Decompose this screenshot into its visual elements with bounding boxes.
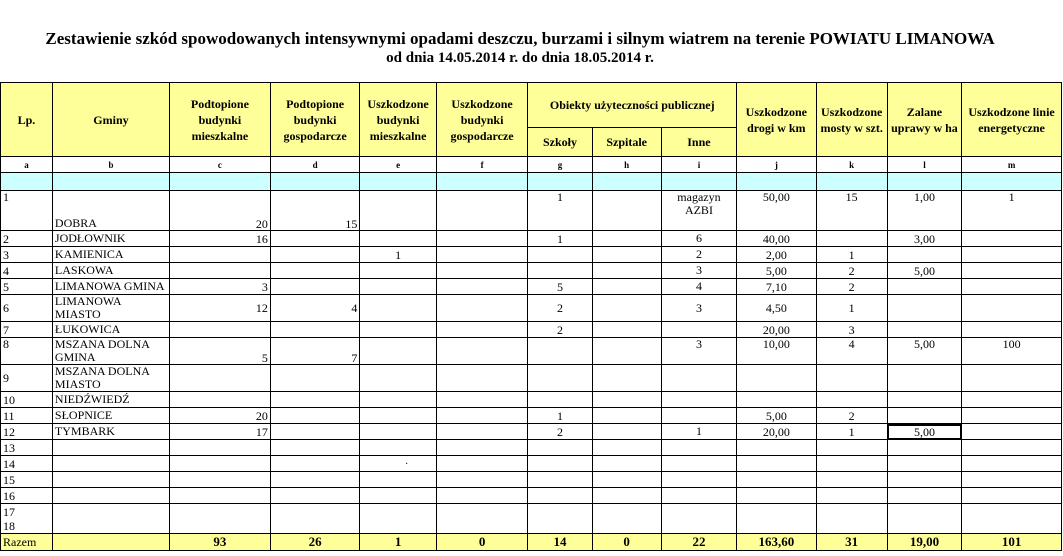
cell-i[interactable]	[661, 472, 736, 488]
total-cell-k[interactable]: 31	[816, 534, 887, 551]
cell-e[interactable]	[360, 408, 436, 424]
cell-e[interactable]	[360, 424, 436, 440]
cell-k[interactable]: 1	[816, 424, 887, 440]
cell-k[interactable]	[816, 365, 887, 392]
cell-f[interactable]	[436, 279, 528, 295]
total-cell-d[interactable]: 26	[270, 534, 360, 551]
cell-d[interactable]: 7	[270, 338, 360, 365]
cell-g[interactable]	[528, 488, 592, 504]
cell-m[interactable]	[962, 295, 1062, 322]
band-cell[interactable]	[816, 173, 887, 191]
band-cell[interactable]	[360, 173, 436, 191]
table-row	[1, 231, 1062, 247]
table-row	[1, 338, 1062, 365]
table-row	[1, 456, 1062, 472]
total-cell-a[interactable]: Razem	[1, 534, 53, 551]
cell-j[interactable]	[737, 456, 816, 472]
band-cell[interactable]	[528, 173, 592, 191]
cell-a[interactable]: 11	[1, 408, 53, 424]
cell-f[interactable]	[436, 392, 528, 408]
header-szpitale[interactable]: Szpitale	[592, 128, 661, 157]
table-row	[1, 392, 1062, 408]
header-gminy[interactable]: Gminy	[52, 83, 169, 157]
cell-h[interactable]	[592, 191, 661, 231]
cell-m[interactable]	[962, 231, 1062, 247]
cell-i[interactable]: 4	[661, 279, 736, 295]
cell-m[interactable]	[962, 456, 1062, 472]
table-row	[1, 191, 1062, 231]
cell-a[interactable]: 10	[1, 392, 53, 408]
cell-m[interactable]	[962, 488, 1062, 504]
cell-j[interactable]	[737, 392, 816, 408]
cell-g[interactable]	[528, 440, 592, 456]
cell-b[interactable]: LIMANOWA GMINA	[52, 279, 169, 295]
cell-c[interactable]	[170, 263, 271, 279]
table-row	[1, 279, 1062, 295]
cell-k[interactable]: 2	[816, 263, 887, 279]
cell-j[interactable]	[737, 365, 816, 392]
cell-d[interactable]	[270, 365, 360, 392]
cell-i[interactable]	[661, 440, 736, 456]
cell-k[interactable]	[816, 488, 887, 504]
table-row	[1, 424, 1062, 440]
cell-i[interactable]	[661, 456, 736, 472]
cell-f[interactable]	[436, 424, 528, 440]
cell-d[interactable]: 15	[270, 191, 360, 231]
cell-e[interactable]	[360, 488, 436, 504]
cell-f[interactable]	[436, 322, 528, 338]
cell-b[interactable]	[52, 456, 169, 472]
cell-g[interactable]	[528, 263, 592, 279]
cell-l[interactable]	[887, 472, 961, 488]
cell-j[interactable]: 50,00	[737, 191, 816, 231]
cell-k[interactable]	[816, 231, 887, 247]
cell-l[interactable]: 5,00	[887, 424, 961, 440]
table-row	[1, 472, 1062, 488]
cell-f[interactable]	[436, 338, 528, 365]
cell-d[interactable]	[270, 424, 360, 440]
cell-a[interactable]: 4	[1, 263, 53, 279]
table-row	[1, 247, 1062, 263]
cell-c[interactable]	[170, 504, 271, 534]
cell-c[interactable]	[170, 456, 271, 472]
cell-h[interactable]	[592, 247, 661, 263]
damage-table	[0, 82, 1062, 551]
cell-e[interactable]	[360, 295, 436, 322]
table-row	[1, 295, 1062, 322]
header-mosty[interactable]: Uszkodzone mosty w szt.	[816, 83, 887, 157]
header-uprawy[interactable]: Zalane uprawy w ha	[887, 83, 961, 157]
cell-l[interactable]	[887, 392, 961, 408]
cell-m[interactable]	[962, 263, 1062, 279]
table-row	[1, 365, 1062, 392]
cell-b[interactable]: TYMBARK	[52, 424, 169, 440]
cell-i[interactable]: 3	[661, 295, 736, 322]
total-cell-f[interactable]: 0	[436, 534, 528, 551]
report-date-range: od dnia 14.05.2014 r. do dnia 18.05.2014 r.	[386, 50, 654, 66]
cell-g[interactable]	[528, 504, 592, 534]
cell-d[interactable]	[270, 456, 360, 472]
total-cell-g[interactable]: 14	[528, 534, 592, 551]
band-cell[interactable]	[52, 173, 169, 191]
band-cell[interactable]	[661, 173, 736, 191]
cell-c[interactable]	[170, 472, 271, 488]
cell-g[interactable]: 1	[528, 231, 592, 247]
cell-f[interactable]	[436, 231, 528, 247]
cell-k[interactable]	[816, 456, 887, 472]
cell-h[interactable]	[592, 231, 661, 247]
cell-k[interactable]: 1	[816, 295, 887, 322]
header-inne[interactable]: Inne	[661, 128, 736, 157]
cell-m[interactable]	[962, 440, 1062, 456]
cell-h[interactable]	[592, 488, 661, 504]
cell-h[interactable]	[592, 440, 661, 456]
table-row	[1, 263, 1062, 279]
cell-c[interactable]	[170, 392, 271, 408]
column-letter-b[interactable]: b	[52, 157, 169, 173]
cell-e[interactable]	[360, 392, 436, 408]
column-letter-m[interactable]: m	[962, 157, 1062, 173]
cell-j[interactable]	[737, 504, 816, 534]
cell-c[interactable]	[170, 488, 271, 504]
header-drogi[interactable]: Uszkodzone drogi w km	[737, 83, 816, 157]
cell-d[interactable]	[270, 440, 360, 456]
cell-m[interactable]	[962, 322, 1062, 338]
cell-h[interactable]	[592, 456, 661, 472]
cell-c[interactable]: 20	[170, 191, 271, 231]
table-row	[1, 408, 1062, 424]
cell-g[interactable]	[528, 338, 592, 365]
cell-i[interactable]	[661, 504, 736, 534]
total-cell-i[interactable]: 22	[661, 534, 736, 551]
cell-d[interactable]	[270, 504, 360, 534]
cell-c[interactable]: 16	[170, 231, 271, 247]
cell-m[interactable]	[962, 247, 1062, 263]
cell-a[interactable]: 6	[1, 295, 53, 322]
cell-m[interactable]	[962, 392, 1062, 408]
cell-d[interactable]	[270, 408, 360, 424]
cell-m[interactable]	[962, 472, 1062, 488]
cell-f[interactable]	[436, 440, 528, 456]
cell-d[interactable]	[270, 472, 360, 488]
cell-e[interactable]	[360, 504, 436, 534]
cell-b[interactable]: LIMANOWA MIASTO	[52, 295, 169, 322]
cell-i[interactable]: magazyn AZBI	[661, 191, 736, 231]
table-row	[1, 504, 1062, 534]
cell-i[interactable]	[661, 392, 736, 408]
cell-b[interactable]: MSZANA DOLNA MIASTO	[52, 365, 169, 392]
cell-h[interactable]	[592, 365, 661, 392]
band-cell[interactable]	[887, 173, 961, 191]
table-row	[1, 488, 1062, 504]
cell-e[interactable]	[360, 263, 436, 279]
cell-c[interactable]	[170, 365, 271, 392]
cell-k[interactable]	[816, 440, 887, 456]
cell-l[interactable]	[887, 440, 961, 456]
cell-c[interactable]	[170, 322, 271, 338]
cell-j[interactable]: 20,00	[737, 424, 816, 440]
cell-e[interactable]	[360, 472, 436, 488]
cell-b[interactable]: JODŁOWNIK	[52, 231, 169, 247]
cell-b[interactable]: MSZANA DOLNA GMINA	[52, 338, 169, 365]
header-podtopione-gospodarcze[interactable]: Podtopione budynki gospodarcze	[270, 83, 360, 157]
cell-l[interactable]	[887, 322, 961, 338]
cell-i[interactable]	[661, 322, 736, 338]
cell-a[interactable]: 16	[1, 488, 53, 504]
cell-i[interactable]: 6	[661, 231, 736, 247]
cell-l[interactable]	[887, 488, 961, 504]
header-obiekty-group[interactable]: Obiekty użyteczności publicznej	[528, 83, 737, 128]
cell-e[interactable]	[360, 322, 436, 338]
cell-f[interactable]	[436, 365, 528, 392]
cell-c[interactable]: 17	[170, 424, 271, 440]
cell-c[interactable]: 5	[170, 338, 271, 365]
header-uszkodzone-gospodarcze[interactable]: Uszkodzone budynki gospodarcze	[436, 83, 528, 157]
cell-a[interactable]: 1	[1, 191, 53, 231]
cell-j[interactable]: 2,00	[737, 247, 816, 263]
cell-c[interactable]: 12	[170, 295, 271, 322]
cell-b[interactable]	[52, 488, 169, 504]
cell-g[interactable]: 2	[528, 424, 592, 440]
cell-i[interactable]: 3	[661, 263, 736, 279]
cell-j[interactable]: 4,50	[737, 295, 816, 322]
cell-j[interactable]	[737, 440, 816, 456]
cell-h[interactable]	[592, 504, 661, 534]
cell-h[interactable]	[592, 295, 661, 322]
stray-mark: ·	[405, 459, 409, 470]
cell-j[interactable]: 5,00	[737, 263, 816, 279]
column-letter-l[interactable]: l	[887, 157, 961, 173]
cell-e[interactable]	[360, 191, 436, 231]
cell-h[interactable]	[592, 424, 661, 440]
cell-f[interactable]	[436, 504, 528, 534]
cell-i[interactable]	[661, 408, 736, 424]
cell-a[interactable]: 15	[1, 472, 53, 488]
column-letter-f[interactable]: f	[436, 157, 528, 173]
cell-k[interactable]	[816, 504, 887, 534]
cell-e[interactable]	[360, 456, 436, 472]
cell-h[interactable]	[592, 408, 661, 424]
cell-k[interactable]: 2	[816, 279, 887, 295]
cell-a[interactable]: 13	[1, 440, 53, 456]
report-title: Zestawienie szkód spowodowanych intensywnymi opadami deszczu, burzami i silnym wiatrem na terenie POWIATU LIMANOWA	[45, 29, 995, 48]
column-letter-a[interactable]: a	[1, 157, 53, 173]
cell-g[interactable]: 1	[528, 191, 592, 231]
total-cell-c[interactable]: 93	[170, 534, 271, 551]
cell-b[interactable]	[52, 504, 169, 534]
cell-j[interactable]: 40,00	[737, 231, 816, 247]
cell-j[interactable]: 5,00	[737, 408, 816, 424]
column-letter-g[interactable]: g	[528, 157, 592, 173]
cell-f[interactable]	[436, 456, 528, 472]
cell-g[interactable]	[528, 456, 592, 472]
cell-l[interactable]: 5,00	[887, 338, 961, 365]
cell-i[interactable]	[661, 365, 736, 392]
cell-j[interactable]: 20,00	[737, 322, 816, 338]
cell-j[interactable]: 7,10	[737, 279, 816, 295]
cell-m[interactable]	[962, 365, 1062, 392]
cell-m[interactable]	[962, 504, 1062, 534]
cell-b[interactable]: SŁOPNICE	[52, 408, 169, 424]
cell-g[interactable]	[528, 472, 592, 488]
cell-c[interactable]: 20	[170, 408, 271, 424]
cell-m[interactable]	[962, 424, 1062, 440]
cell-d[interactable]	[270, 247, 360, 263]
band-cell[interactable]	[270, 173, 360, 191]
cell-k[interactable]: 3	[816, 322, 887, 338]
total-cell-m[interactable]: 101	[962, 534, 1062, 551]
cell-c[interactable]: 3	[170, 279, 271, 295]
cell-k[interactable]	[816, 472, 887, 488]
cell-a[interactable]: 12	[1, 424, 53, 440]
total-cell-l[interactable]: 19,00	[887, 534, 961, 551]
cell-f[interactable]	[436, 263, 528, 279]
cell-h[interactable]	[592, 392, 661, 408]
band-cell[interactable]	[737, 173, 816, 191]
column-letter-h[interactable]: h	[592, 157, 661, 173]
cell-k[interactable]	[816, 392, 887, 408]
header-linie[interactable]: Uszkodzone linie energetyczne	[962, 83, 1062, 157]
cell-l[interactable]: 5,00	[887, 263, 961, 279]
column-letter-j[interactable]: j	[737, 157, 816, 173]
column-letter-e[interactable]: e	[360, 157, 436, 173]
cell-d[interactable]	[270, 488, 360, 504]
cell-c[interactable]	[170, 440, 271, 456]
cell-d[interactable]	[270, 231, 360, 247]
cell-k[interactable]: 4	[816, 338, 887, 365]
table-row	[1, 440, 1062, 456]
cell-d[interactable]	[270, 279, 360, 295]
header-podtopione-mieszkalne[interactable]: Podtopione budynki mieszkalne	[170, 83, 271, 157]
cell-a[interactable]: 3	[1, 247, 53, 263]
table-row	[1, 322, 1062, 338]
cell-e[interactable]	[360, 279, 436, 295]
cell-e[interactable]	[360, 338, 436, 365]
cell-a[interactable]: 2	[1, 231, 53, 247]
cell-k[interactable]: 2	[816, 408, 887, 424]
cell-j[interactable]	[737, 488, 816, 504]
total-cell-b[interactable]	[52, 534, 169, 551]
band-cell[interactable]	[592, 173, 661, 191]
header-szkoly[interactable]: Szkoły	[528, 128, 592, 157]
cell-g[interactable]: 5	[528, 279, 592, 295]
cell-g[interactable]	[528, 392, 592, 408]
cell-h[interactable]	[592, 338, 661, 365]
cell-e[interactable]	[360, 365, 436, 392]
cell-i[interactable]: 2	[661, 247, 736, 263]
cell-b[interactable]: NIEDŹWIEDŹ	[52, 392, 169, 408]
band-cell[interactable]	[170, 173, 271, 191]
cell-m[interactable]: 100	[962, 338, 1062, 365]
cell-b[interactable]: DOBRA	[52, 191, 169, 231]
total-row	[1, 534, 1062, 551]
cell-f[interactable]	[436, 295, 528, 322]
cell-f[interactable]	[436, 191, 528, 231]
column-letter-c[interactable]: c	[170, 157, 271, 173]
column-letter-i[interactable]: i	[661, 157, 736, 173]
cell-f[interactable]	[436, 408, 528, 424]
cell-b[interactable]: ŁUKOWICA	[52, 322, 169, 338]
cell-g[interactable]: 2	[528, 322, 592, 338]
cell-d[interactable]	[270, 322, 360, 338]
cell-g[interactable]: 2	[528, 295, 592, 322]
band-cell[interactable]	[962, 173, 1062, 191]
cell-l[interactable]	[887, 295, 961, 322]
cell-b[interactable]	[52, 472, 169, 488]
cell-k[interactable]: 15	[816, 191, 887, 231]
cell-i[interactable]: 3	[661, 338, 736, 365]
cell-e[interactable]	[360, 231, 436, 247]
cell-l[interactable]: 1,00	[887, 191, 961, 231]
column-letter-d[interactable]: d	[270, 157, 360, 173]
cell-l[interactable]	[887, 365, 961, 392]
cell-h[interactable]	[592, 472, 661, 488]
cell-i[interactable]: 1	[661, 424, 736, 440]
cell-l[interactable]	[887, 279, 961, 295]
cell-l[interactable]	[887, 456, 961, 472]
cell-a[interactable]: 8	[1, 338, 53, 365]
cell-e[interactable]	[360, 440, 436, 456]
cell-g[interactable]	[528, 247, 592, 263]
cell-i[interactable]	[661, 488, 736, 504]
cell-a[interactable]: 5	[1, 279, 53, 295]
band-cell[interactable]	[436, 173, 528, 191]
cell-m[interactable]	[962, 408, 1062, 424]
total-cell-h[interactable]: 0	[592, 534, 661, 551]
cell-b[interactable]	[52, 440, 169, 456]
cell-f[interactable]	[436, 488, 528, 504]
total-cell-e[interactable]: 1	[360, 534, 436, 551]
cell-m[interactable]	[962, 279, 1062, 295]
cell-h[interactable]	[592, 322, 661, 338]
header-lp[interactable]: Lp.	[1, 83, 53, 157]
header-uszkodzone-mieszkalne[interactable]: Uszkodzone budynki mieszkalne	[360, 83, 436, 157]
cell-c[interactable]	[170, 247, 271, 263]
cell-j[interactable]	[737, 472, 816, 488]
cell-h[interactable]	[592, 279, 661, 295]
cell-d[interactable]	[270, 263, 360, 279]
cell-l[interactable]: 3,00	[887, 231, 961, 247]
cell-l[interactable]	[887, 247, 961, 263]
cell-a[interactable]: 14	[1, 456, 53, 472]
cell-b[interactable]: LASKOWA	[52, 263, 169, 279]
cell-d[interactable]	[270, 392, 360, 408]
cell-m[interactable]: 1	[962, 191, 1062, 231]
cell-a[interactable]: 17 18	[1, 504, 53, 534]
cell-a[interactable]: 7	[1, 322, 53, 338]
column-letter-k[interactable]: k	[816, 157, 887, 173]
cell-f[interactable]	[436, 472, 528, 488]
cell-b[interactable]: KAMIENICA	[52, 247, 169, 263]
cell-e[interactable]: 1	[360, 247, 436, 263]
cell-g[interactable]	[528, 365, 592, 392]
cell-j[interactable]: 10,00	[737, 338, 816, 365]
cell-l[interactable]	[887, 408, 961, 424]
cell-l[interactable]	[887, 504, 961, 534]
cell-d[interactable]: 4	[270, 295, 360, 322]
cell-a[interactable]: 9	[1, 365, 53, 392]
cell-g[interactable]: 1	[528, 408, 592, 424]
total-cell-j[interactable]: 163,60	[737, 534, 816, 551]
cell-f[interactable]	[436, 247, 528, 263]
cell-h[interactable]	[592, 263, 661, 279]
cell-k[interactable]: 1	[816, 247, 887, 263]
band-cell[interactable]	[1, 173, 53, 191]
